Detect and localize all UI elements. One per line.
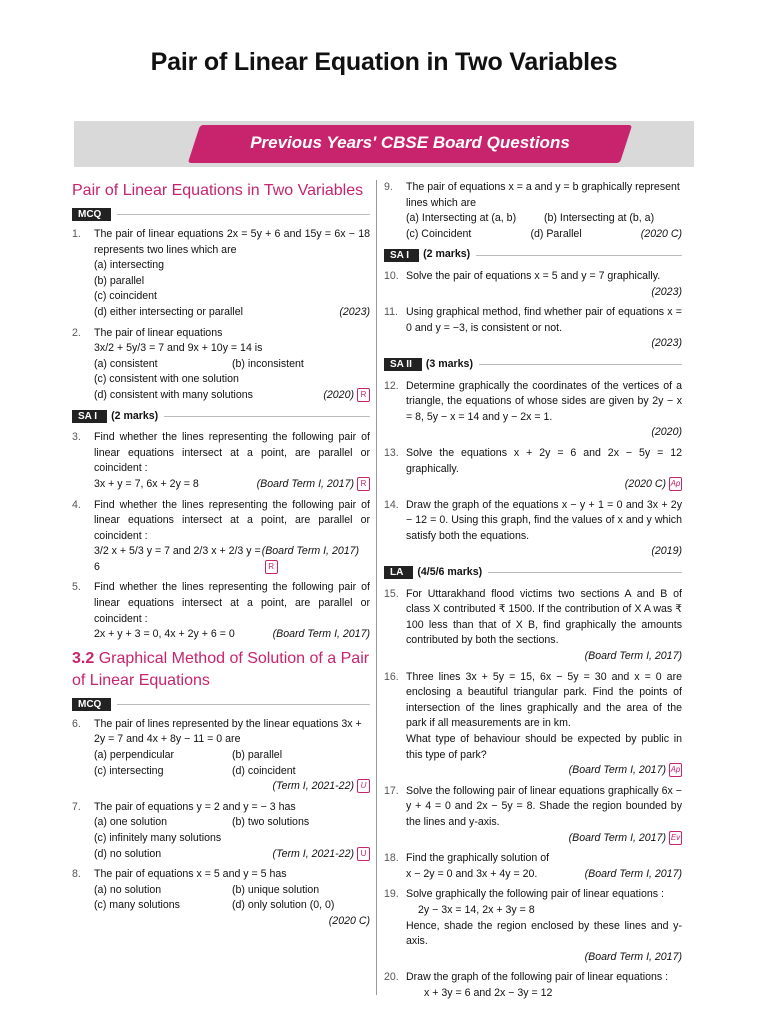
question-9: 9. The pair of equations x = a and y = b graphically represent lines which are (a) Intersecting at (a, b) (b) Intersecting at (b, a) (c) Coincident (d) Parallel (2020 C): [384, 181, 682, 240]
question-15: 15. For Uttarakhand flood victims two sections A and B of class X contributed ₹ 1500. If the contribution of X A was ₹ 100 less than that of X B, find graphically the amounts contributed by both the sections. (Board Term I, 2017): [384, 587, 682, 663]
question-1: 1. The pair of linear equations 2x = 5y + 6 and 15y = 6x − 18 represents two lines which are (a) intersecting (b) parallel (c) coincident (d) either intersecting or parallel (2023): [72, 228, 370, 318]
left-column: Pair of Linear Equations in Two Variables MCQ 1. The pair of linear equations 2x = 5y + 6 and 15y = 6x − 18 represents two lines which are (a) intersecting (b) parallel (c) coincident (d) either intersecting or parallel (2023) 2. The pair of linear equations 3x/2 + 5y/3 = 7 and 9x + 10y = 14 is (a) consistent (b) inconsistent (c) consistent with one solution (d) consistent with many solutions (2020) R SA I (2 marks) 3. Find whether the lines representing the following pair of linear equations intersect at a point, are parallel or coincident : 3x + y = 7, 6x + 2y = 8 (Board Term I, 2017) R 4. Find whether the lines representing the following pair of linear equations intersect at a point, are parallel or coincident : 3/2 x + 5/3 y = 7 and 2/3 x + 2/3 y = 6 (Board Term I, 2017)R 5. Find whether the lines representing the following pair of linear equations intersect at a point, are parallel or coincident : 2x + y + 3 = 0, 4x + 2y + 6 = 0 (Board Term I, 2017) 3.2 Graphical Method of Solution of a Pair of Linear Equations MCQ 6. The pair of lines represented by the linear equations 3x + 2y = 7 and 4x + 8y − 11 = 0 are (a) perpendicular (b) parallel (c) intersecting (d) coincident (Term I, 2021-22) U 7. The pair of equations y = 2 and y = − 3 has (a) one solution (b) two solutions (c) infinitely many solutions (d) no solution (Term I, 2021-22) U 8. The pair of equations x = 5 and y = 5 has (a) no solution (b) unique solution (c) many solutions (d) only solution (0, 0) (2020 C): [72, 180, 370, 935]
question-12: 12. Determine graphically the coordinates of the vertices of a triangle, the equations of whose sides are given by 2y − x = 8, 5y − x = 14 and y − 2x = 1. (2020): [384, 379, 682, 439]
banner-text: Previous Years' CBSE Board Questions: [250, 133, 570, 152]
question-18: 18. Find the graphically solution of x − 2y = 0 and 3x + 4y = 20. (Board Term I, 2017): [384, 852, 682, 880]
mcq-label: MCQ: [72, 208, 111, 221]
question-10: 10. Solve the pair of equations x = 5 and y = 7 graphically. (2023): [384, 269, 682, 298]
question-13: 13. Solve the equations x + 2y = 6 and 2x − 5y = 12 graphically. (2020 C) Ap: [384, 446, 682, 491]
question-20: 20. Draw the graph of the following pair of linear equations : x + 3y = 6 and 2x − 3y = 12: [384, 971, 669, 999]
mcq-label: MCQ: [72, 698, 111, 711]
section-heading: Pair of Linear Equations in Two Variables: [72, 182, 364, 199]
question-8: 8. The pair of equations x = 5 and y = 5 has (a) no solution (b) unique solution (c) many solutions (d) only solution (0, 0) (2020 C): [72, 868, 370, 927]
question-6: 6. The pair of lines represented by the linear equations 3x + 2y = 7 and 4x + 8y − 11 = 0 are (a) perpendicular (b) parallel (c) intersecting (d) coincident (Term I, 2021-22) U: [72, 717, 370, 795]
sa2-label: SA II: [384, 358, 422, 371]
question-17: 17. Solve the following pair of linear equations graphically 6x − y + 4 = 0 and 2x − 5y = 8. Shade the region bounded by the lines and y-axis. (Board Term I, 2017) Ev: [384, 784, 682, 844]
difficulty-tag: R: [357, 388, 370, 402]
question-11: 11. Using graphical method, find whether pair of equations x = 0 and y = −3, is consistent or not. (2023): [384, 306, 682, 350]
page-title: Pair of Linear Equation in Two Variables: [150, 48, 618, 76]
sa1-label: SA I: [72, 410, 107, 423]
question-7: 7. The pair of equations y = 2 and y = − 3 has (a) one solution (b) two solutions (c) infinitely many solutions (d) no solution (Term I, 2021-22) U: [72, 800, 370, 862]
question-4: 4. Find whether the lines representing the following pair of linear equations intersect at a point, are parallel or coincident : 3/2 x + 5/3 y = 7 and 2/3 x + 2/3 y = 6 (Board Term I, 2017)R: [72, 498, 370, 573]
sa1-label: SA I: [384, 249, 419, 262]
question-2: 2. The pair of linear equations 3x/2 + 5y/3 = 7 and 9x + 10y = 14 is (a) consistent (b) inconsistent (c) consistent with one solution (d) consistent with many solutions (2020) R: [72, 326, 370, 404]
question-14: 14. Draw the graph of the equations x − y + 1 = 0 and 3x + 2y − 12 = 0. Using this graph, find the values of x and y which satisfy both the equations. (2019): [384, 498, 682, 558]
question-3: 3. Find whether the lines representing the following pair of linear equations intersect at a point, are parallel or coincident : 3x + y = 7, 6x + 2y = 8 (Board Term I, 2017) R: [72, 431, 370, 490]
right-column: 9. The pair of equations x = a and y = b graphically represent lines which are (a) Intersecting at (a, b) (b) Intersecting at (b, a) (c) Coincident (d) Parallel (2020 C) SA I (2 marks) 10. Solve the pair of equations x = 5 and y = 7 graphically. (2023) 11. Using graphical method, find whether pair of equations x = 0 and y = −3, is consistent or not. (2023) SA II (3 marks) 12. Determine graphically the coordinates of the vertices of a triangle, the equations of whose sides are given by 2y − x = 8, 5y − x = 14 and y − 2x = 1. (2020) 13. Solve the equations x + 2y = 6 and 2x − 5y = 12 graphically. (2020 C) Ap 14. Draw the graph of the equations x − y + 1 = 0 and 3x + 2y − 12 = 0. Using this graph, find the values of x and y which satisfy both the equations. (2019) LA (4/5/6 marks) 15. For Uttarakhand flood victims two sections A and B of class X contributed ₹ 1500. If the contribution of X A was ₹ 100 less than that of X B, find graphically the amounts contributed by both the sections. (Board Term I, 2017) 16. Three lines 3x + 5y = 15, 6x − 5y = 30 and x = 0 are enclosing a beautiful triangular park. Find the points of intersection of the lines graphically and the area of the park if all measurements are in km. What type of behaviour should be expected by public in this type of park? (Board Term I, 2017) Ap 17. Solve the following pair of linear equations graphically 6x − y + 4 = 0 and 2x − 5y = 8. Shade the region bounded by the lines and y-axis. (Board Term I, 2017) Ev 18. Find the graphically solution of x − 2y = 0 and 3x + 4y = 20. (Board Term I, 2017) 19. Solve graphically the following pair of linear equations : 2y − 3x = 14, 2x + 3y = 8 Hence, shade the region enclosed by these lines and y-axis. (Board Term I, 2017) 20. Draw the graph of the following pair of linear equations : x + 3y = 6 and 2x − 3y = 12: [384, 180, 682, 1007]
column-divider: [376, 180, 377, 995]
question-19: 19. Solve graphically the following pair of linear equations : 2y − 3x = 14, 2x + 3y = 8 Hence, shade the region enclosed by these lines and y-axis. (Board Term I, 2017): [384, 888, 682, 963]
section-banner: [74, 121, 694, 167]
la-label: LA: [384, 566, 413, 579]
question-16: 16. Three lines 3x + 5y = 15, 6x − 5y = 30 and x = 0 are enclosing a beautiful triangular park. Find the points of intersection of the lines graphically and the area of the park if all measurements are in km. What type of behaviour should be expected by public in this type of park? (Board Term I, 2017) Ap: [384, 670, 682, 777]
section-heading-3-2: 3.2 Graphical Method of Solution of a Pair of Linear Equations: [72, 649, 370, 689]
question-5: 5. Find whether the lines representing the following pair of linear equations intersect at a point, are parallel or coincident : 2x + y + 3 = 0, 4x + 2y + 6 = 0 (Board Term I, 2017): [72, 581, 370, 641]
